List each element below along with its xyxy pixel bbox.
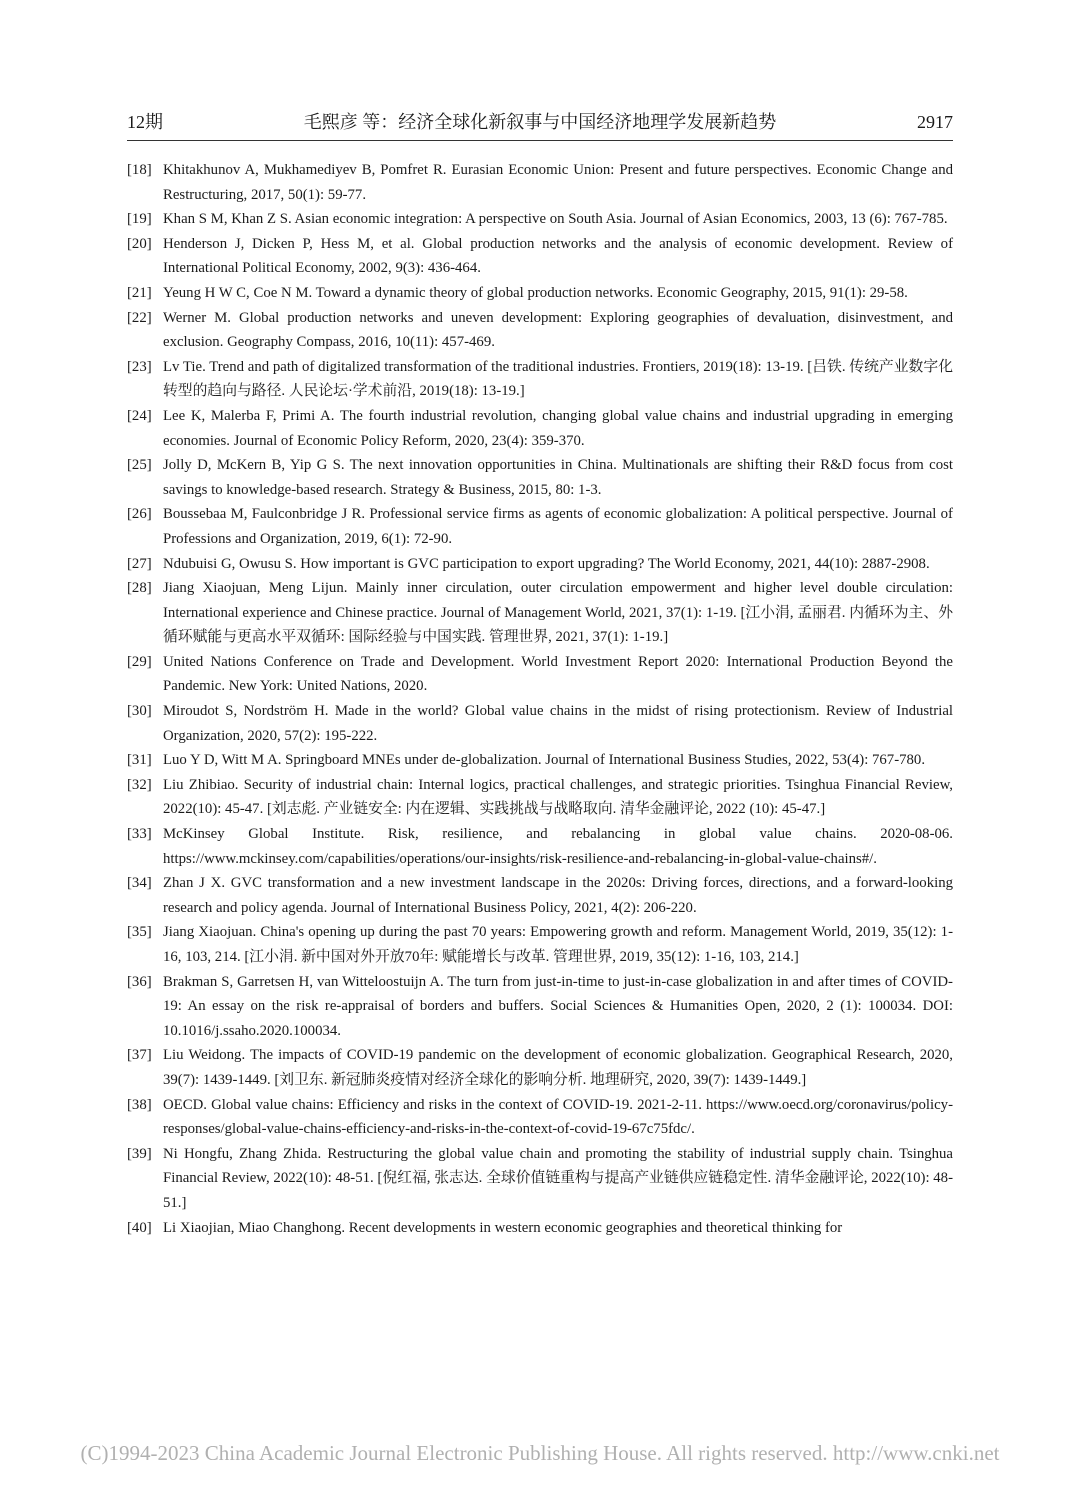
reference-text: Luo Y D, Witt M A. Springboard MNEs under de-globalization. Journal of International Business Studies, 2022, 53(4): 767-780. [163,752,926,769]
reference-text: Brakman S, Garretsen H, van Witteloostuijn A. The turn from just-in-time to just-in-case globalization in and after times of COVID-19: An essay on the risk re-appraisal of borders and buffers. Social Sciences & Humanities Open, 2020, 2 (1): 100034. DOI: 10.1016/j.ssaho.2020.100034. [163,973,953,1039]
header-rule [127,140,953,141]
reference-number: [22] [127,309,152,326]
reference-number: [30] [127,703,152,720]
reference-number: [38] [127,1096,152,1113]
reference-entry [127,970,953,1044]
reference-entry [127,1142,953,1216]
reference-number: [24] [127,407,152,424]
reference-number: [39] [127,1145,152,1162]
reference-number: [35] [127,924,152,941]
reference-entry [127,281,953,306]
reference-text: Jiang Xiaojuan, Meng Lijun. Mainly inner circulation, outer circulation empowerment and higher level double circulation: International experience and Chinese practice. Journal of Management World, 2021, 37(1): 1-19. [江小涓, 孟丽君. 内循环为主、外循环赋能与更高水平双循环: 国际经验与中国实践. 管理世界, 2021, 37(1): 1-19.] [163,580,953,646]
reference-entry [127,306,953,355]
issue-label: 12期 [127,112,163,132]
reference-number: [21] [127,284,152,301]
reference-text: Zhan J X. GVC transformation and a new investment landscape in the 2020s: Driving forces, directions, and a forward-looking research and policy agenda. Journal of International Business Policy, 2021, 4(2): 206-220. [163,875,953,916]
reference-number: [19] [127,211,152,228]
reference-text: Yeung H W C, Coe N M. Toward a dynamic theory of global production networks. Economic Geography, 2015, 91(1): 29-58. [163,284,908,301]
reference-text: Liu Zhibiao. Security of industrial chain: Internal logics, practical challenges, and strategic priorities. Tsinghua Financial Review, 2022(10): 45-47. [刘志彪. 产业链安全: 内在逻辑、实践挑战与战略取向. 清华金融评论, 2022 (10): 45-47.] [163,776,953,818]
reference-text: Ndubuisi G, Owusu S. How important is GVC participation to export upgrading? The World Economy, 2021, 44(10): 2887-2908. [163,555,930,572]
reference-number: [29] [127,653,152,670]
reference-text: Boussebaa M, Faulconbridge J R. Professional service firms as agents of economic globalization: A political perspective. Journal of Professions and Organization, 2019, 6(1): 72-90. [163,506,953,547]
reference-entry [127,453,953,502]
reference-text: Khan S M, Khan Z S. Asian economic integration: A perspective on South Asia. Journal of Asian Economics, 2003, 13 (6): 767-785. [163,211,948,228]
reference-number: [40] [127,1219,152,1236]
reference-text: Lv Tie. Trend and path of digitalized transformation of the traditional industries. Frontiers, 2019(18): 13-19. [吕铁. 传统产业数字化转型的趋向与路径. 人民论坛·学术前沿, 2019(18): 13-19.] [163,358,953,400]
reference-text: Li Xiaojian, Miao Changhong. Recent developments in western economic geographies and theoretical thinking for [163,1219,843,1236]
copyright-footer: (C)1994-2023 China Academic Journal Electronic Publishing House. All rights reserved. http://www.cnki.net [80,1441,1000,1465]
reference-text: Jolly D, McKern B, Yip G S. The next innovation opportunities in China. Multinationals are shifting their R&D focus from cost savings to knowledge-based research. Strategy & Business, 2015, 80: 1-3. [163,457,953,498]
reference-entry [127,1093,953,1142]
reference-text: OECD. Global value chains: Efficiency and risks in the context of COVID-19. 2021-2-11. https://www.oecd.org/coronavirus/policy-responses/global-value-chains-efficiency-and-risks-in-the-context-of-covid-19-67c75fdc/. [163,1096,953,1138]
reference-text: Jiang Xiaojuan. China's opening up during the past 70 years: Empowering growth and reform. Management World, 2019, 35(12): 1-16, 103, 214. [江小涓. 新中国对外开放70年: 赋能增长与改革. 管理世界, 2019, 35(12): 1-16, 103, 214.] [163,924,953,965]
reference-entry [127,920,953,969]
reference-entry [127,552,953,577]
reference-entry [127,871,953,920]
reference-number: [18] [127,162,152,178]
reference-number: [25] [127,457,152,474]
reference-number: [20] [127,235,152,252]
reference-entry [127,1216,953,1241]
reference-number: [36] [127,973,152,990]
running-header [127,108,953,138]
reference-number: [33] [127,826,152,843]
reference-text: Miroudot S, Nordström H. Made in the world? Global value chains in the midst of rising protectionism. Review of Industrial Organization, 2020, 57(2): 195-222. [163,703,953,744]
page-number: 2917 [917,112,953,132]
reference-entry [127,748,953,773]
reference-text: Lee K, Malerba F, Primi A. The fourth industrial revolution, changing global value chains and industrial upgrading in emerging economies. Journal of Economic Policy Reform, 2020, 23(4): 359-370. [163,407,953,449]
reference-text: Ni Hongfu, Zhang Zhida. Restructuring the global value chain and promoting the stability of industrial supply chain. Tsinghua Financial Review, 2022(10): 48-51. [倪红福, 张志达. 全球价值链重构与提高产业链供应链稳定性. 清华金融评论, 2022(10): 48-51.] [163,1145,953,1211]
reference-entry [127,502,953,551]
reference-number: [23] [127,358,152,375]
reference-entry [127,355,953,404]
reference-text: McKinsey Global Institute. Risk, resilience, and rebalancing in global value chains. 2020-08-06. https://www.mckinsey.com/capabilities/operations/our-insights/risk-resilience-and-rebalancing-in-global-value-chains#/. [163,826,953,867]
reference-entry [127,232,953,281]
reference-number: [31] [127,752,152,769]
reference-text: Henderson J, Dicken P, Hess M, et al. Global production networks and the analysis of economic development. Review of International Political Economy, 2002, 9(3): 436-464. [163,235,953,277]
reference-entry [127,576,953,650]
running-title: 毛熙彦 等：经济全球化新叙事与中国经济地理学发展新趋势 [303,112,777,132]
reference-number: [26] [127,506,152,523]
reference-text: Khitakhunov A, Mukhamediyev B, Pomfret R. Eurasian Economic Union: Present and future perspectives. Economic Change and Restructuring, 2017, 50(1): 59-77. [163,162,953,203]
reference-entry [127,404,953,453]
reference-entry [127,158,953,207]
reference-text: Werner M. Global production networks and uneven development: Exploring geographies of devaluation, disinvestment, and exclusion. Geography Compass, 2016, 10(11): 457-469. [163,309,953,351]
reference-entry [127,773,953,822]
reference-number: [37] [127,1047,152,1064]
reference-number: [32] [127,776,152,793]
reference-entry [127,699,953,748]
reference-entry [127,207,953,232]
reference-text: United Nations Conference on Trade and Development. World Investment Report 2020: International Production Beyond the Pandemic. New York: United Nations, 2020. [163,653,953,695]
reference-list [127,158,953,1240]
reference-entry [127,822,953,871]
reference-entry [127,1043,953,1092]
reference-number: [27] [127,555,152,572]
reference-text: Liu Weidong. The impacts of COVID-19 pandemic on the development of economic globalization. Geographical Research, 2020, 39(7): 1439-1449. [刘卫东. 新冠肺炎疫情对经济全球化的影响分析. 地理研究, 2020, 39(7): 1439-1449.] [163,1047,953,1088]
reference-number: [28] [127,580,152,597]
reference-entry [127,650,953,699]
reference-number: [34] [127,875,152,892]
